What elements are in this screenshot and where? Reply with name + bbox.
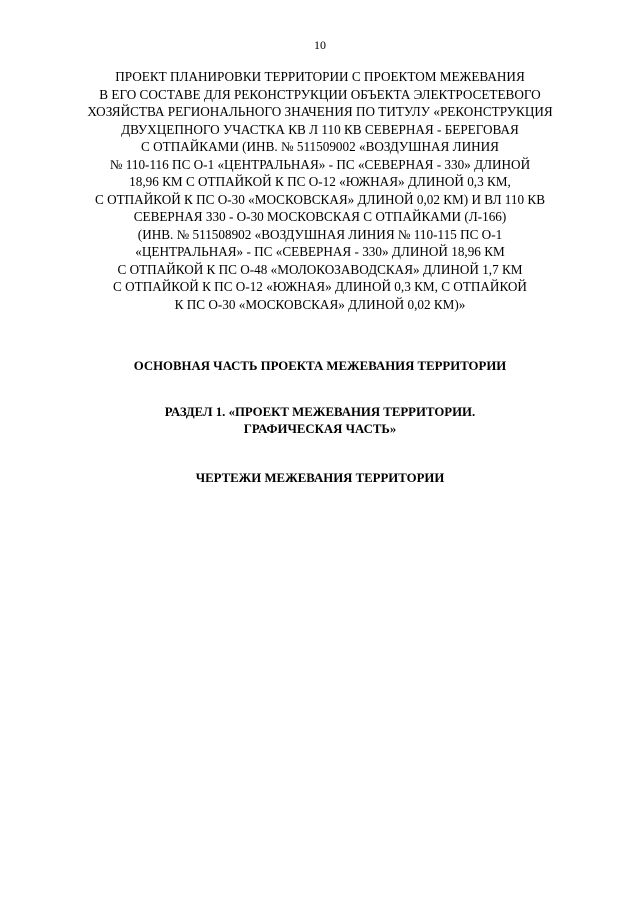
title-line: ПРОЕКТ ПЛАНИРОВКИ ТЕРРИТОРИИ С ПРОЕКТОМ МЕЖЕВАНИЯ xyxy=(115,69,525,84)
drawings-heading-text: ЧЕРТЕЖИ МЕЖЕВАНИЯ ТЕРРИТОРИИ xyxy=(195,471,445,485)
title-line: 18,96 КМ С ОТПАЙКОЙ К ПС О-12 «ЮЖНАЯ» ДЛИНОЙ 0,3 КМ, xyxy=(129,174,511,189)
page-number: 10 xyxy=(314,38,326,52)
drawings-heading xyxy=(40,470,600,487)
title-line: В ЕГО СОСТАВЕ ДЛЯ РЕКОНСТРУКЦИИ ОБЪЕКТА ЭЛЕКТРОСЕТЕВОГО xyxy=(99,86,541,102)
section-heading-line: ГРАФИЧЕСКАЯ ЧАСТЬ» xyxy=(243,422,397,436)
section-heading xyxy=(40,404,600,438)
main-part-heading-text: ОСНОВНАЯ ЧАСТЬ ПРОЕКТА МЕЖЕВАНИЯ ТЕРРИТОРИИ xyxy=(133,359,507,373)
document-title xyxy=(40,68,600,313)
title-line: № 110-116 ПС О-1 «ЦЕНТРАЛЬНАЯ» - ПС «СЕВЕРНАЯ - 330» ДЛИНОЙ xyxy=(109,156,531,172)
title-line: «ЦЕНТРАЛЬНАЯ» - ПС «СЕВЕРНАЯ - 330» ДЛИНОЙ 18,96 КМ xyxy=(135,244,505,259)
title-line: (ИНВ. № 511508902 «ВОЗДУШНАЯ ЛИНИЯ № 110-115 ПС О-1 xyxy=(137,226,503,242)
section-heading-line: РАЗДЕЛ 1. «ПРОЕКТ МЕЖЕВАНИЯ ТЕРРИТОРИИ. xyxy=(164,405,476,419)
title-line: ХОЗЯЙСТВА РЕГИОНАЛЬНОГО ЗНАЧЕНИЯ ПО ТИТУЛУ «РЕКОНСТРУКЦИЯ xyxy=(87,104,553,119)
title-line: ДВУХЦЕПНОГО УЧАСТКА КВ Л 110 КВ СЕВЕРНАЯ - БЕРЕГОВАЯ xyxy=(121,121,519,137)
main-part-heading xyxy=(40,358,600,375)
title-line: С ОТПАЙКАМИ (ИНВ. № 511509002 «ВОЗДУШНАЯ ЛИНИЯ xyxy=(141,139,499,154)
title-line: К ПС О-30 «МОСКОВСКАЯ» ДЛИНОЙ 0,02 КМ)» xyxy=(174,296,466,312)
title-line: С ОТПАЙКОЙ К ПС О-30 «МОСКОВСКАЯ» ДЛИНОЙ 0,02 КМ) И ВЛ 110 КВ xyxy=(94,191,545,207)
title-line: С ОТПАЙКОЙ К ПС О-12 «ЮЖНАЯ» ДЛИНОЙ 0,3 КМ, С ОТПАЙКОЙ xyxy=(113,279,527,294)
title-line: СЕВЕРНАЯ 330 - О-30 МОСКОВСКАЯ С ОТПАЙКАМИ (Л-166) xyxy=(133,209,507,224)
title-line: С ОТПАЙКОЙ К ПС О-48 «МОЛОКОЗАВОДСКАЯ» ДЛИНОЙ 1,7 КМ xyxy=(117,261,523,277)
